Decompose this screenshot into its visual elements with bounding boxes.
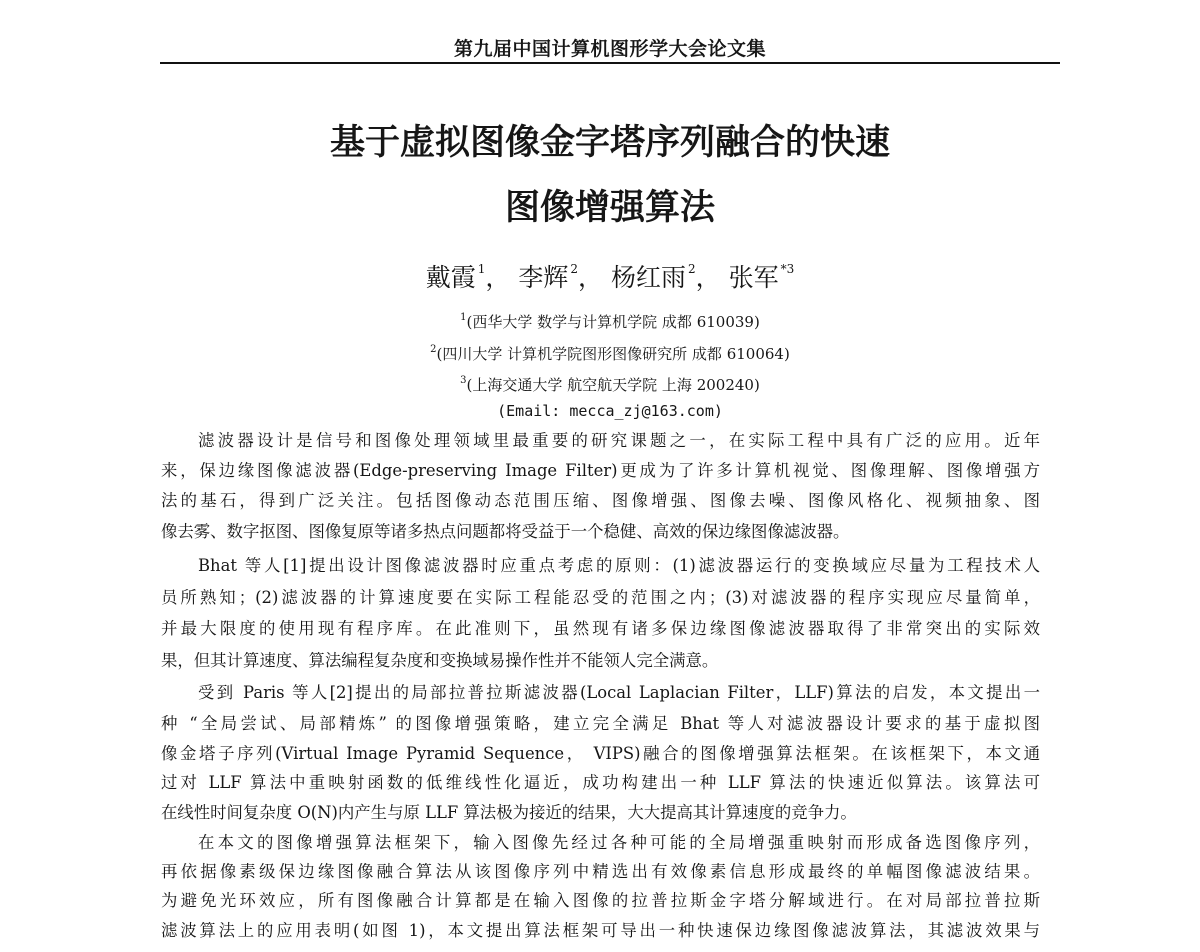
author-separator: ， <box>485 263 511 292</box>
author-separator: ， <box>695 263 721 292</box>
author-affiliation-mark: 2 <box>688 262 696 276</box>
affiliation-1 <box>160 308 1060 332</box>
body-text-line: 来，保边缘图像滤波器(Edge-preserving Image Filter)更成为了许多计算机视觉、图像理解、图像增强方 <box>161 461 1040 480</box>
affiliation-mark: 1 <box>460 312 467 323</box>
body-text-line: 像去雾、数字抠图、图像复原等诸多热点问题都将受益于一个稳健、高效的保边缘图像滤波器。 <box>161 522 850 541</box>
body-text-line: 像金塔子序列(Virtual Image Pyramid Sequence， VIPS)融合的图像增强算法框架。在该框架下，本文通 <box>161 744 1040 763</box>
header-rule <box>160 62 1060 64</box>
body-text-line: 员所熟知；(2)滤波器的计算速度要在实际工程能忍受的范围之内；(3)对滤波器的程序实现应尽量简单， <box>161 588 1040 607</box>
author-name: 戴霞 <box>425 263 476 292</box>
body-text-line: 受到 Paris 等人[2]提出的局部拉普拉斯滤波器(Local Laplacian Filter，LLF)算法的启发，本文提出一 <box>198 683 1040 702</box>
running-header: 第九届中国计算机图形学大会论文集 <box>453 38 766 60</box>
email-text: (Email: mecca_zj@163.com) <box>497 402 723 420</box>
body-text-line: 滤波算法上的应用表明(如图 1)，本文提出算法框架可导出一种快速保边缘图像滤波算法，其滤波效果与 <box>161 921 1040 940</box>
author-affiliation-mark: 2 <box>570 262 579 276</box>
body-text-line: 果，但其计算速度、算法编程复杂度和变换域易操作性并不能领人完全满意。 <box>161 651 719 670</box>
body-text-line: 滤波器设计是信号和图像处理领域里最重要的研究课题之一，在实际工程中具有广泛的应用。近年 <box>198 431 1040 450</box>
body-text-line: 种 “全局尝试、局部精炼” 的图像增强策略，建立完全满足 Bhat 等人对滤波器设计要求的基于虚拟图 <box>161 714 1040 733</box>
author-name: 杨红雨 <box>610 263 686 292</box>
body-text-line: 过对 LLF 算法中重映射函数的低维线性化逼近，成功构建出一种 LLF 算法的快速近似算法。该算法可 <box>161 773 1040 792</box>
body-text-line: 法的基石，得到广泛关注。包括图像动态范围压缩、图像增强、图像去噪、图像风格化、视频抽象、图 <box>161 491 1040 510</box>
paper-title-line-2: 图像增强算法 <box>504 188 715 228</box>
affiliation-mark: 2 <box>430 344 437 355</box>
author-separator: ， <box>578 263 604 292</box>
affiliation-mark: 3 <box>460 375 467 386</box>
body-text-line: 在本文的图像增强算法框架下，输入图像先经过各种可能的全局增强重映射而形成备选图像序列， <box>198 833 1040 852</box>
author-name: 张军 <box>728 263 779 292</box>
body-text-line: Bhat 等人[1]提出设计图像滤波器时应重点考虑的原则：(1)滤波器运行的变换域应尽量为工程技术人 <box>198 556 1040 575</box>
body-text-line: 再依据像素级保边缘图像融合算法从该图像序列中精选出有效像素信息形成最终的单幅图像滤波结果。 <box>161 862 1040 881</box>
affiliation-2 <box>160 340 1060 364</box>
body-text-line: 并最大限度的使用现有程序库。在此准则下，虽然现有诸多保边缘图像滤波器取得了非常突出的实际效 <box>161 619 1040 638</box>
author-affiliation-mark: 1 <box>477 262 486 276</box>
affiliation-text: (上海交通大学 航空航天学院 上海 200240) <box>466 376 760 394</box>
body-text-line: 为避免光环效应，所有图像融合计算都是在输入图像的拉普拉斯金字塔分解域进行。在对局部拉普拉斯 <box>161 891 1040 910</box>
author-name: 李辉 <box>518 263 569 292</box>
affiliation-text: (四川大学 计算机学院图形图像研究所 成都 610064) <box>436 345 790 363</box>
affiliation-text: (西华大学 数学与计算机学院 成都 610039) <box>466 313 760 331</box>
author-affiliation-mark: *3 <box>780 262 795 276</box>
body-text-line: 在线性时间复杂度 O(N)内产生与原 LLF 算法极为接近的结果，大大提高其计算速度的竞争力。 <box>161 803 857 822</box>
contact-email <box>160 401 1060 421</box>
affiliation-3 <box>160 371 1060 395</box>
author-list <box>160 254 1060 293</box>
paper-title-line-1: 基于虚拟图像金字塔序列融合的快速 <box>329 123 890 163</box>
